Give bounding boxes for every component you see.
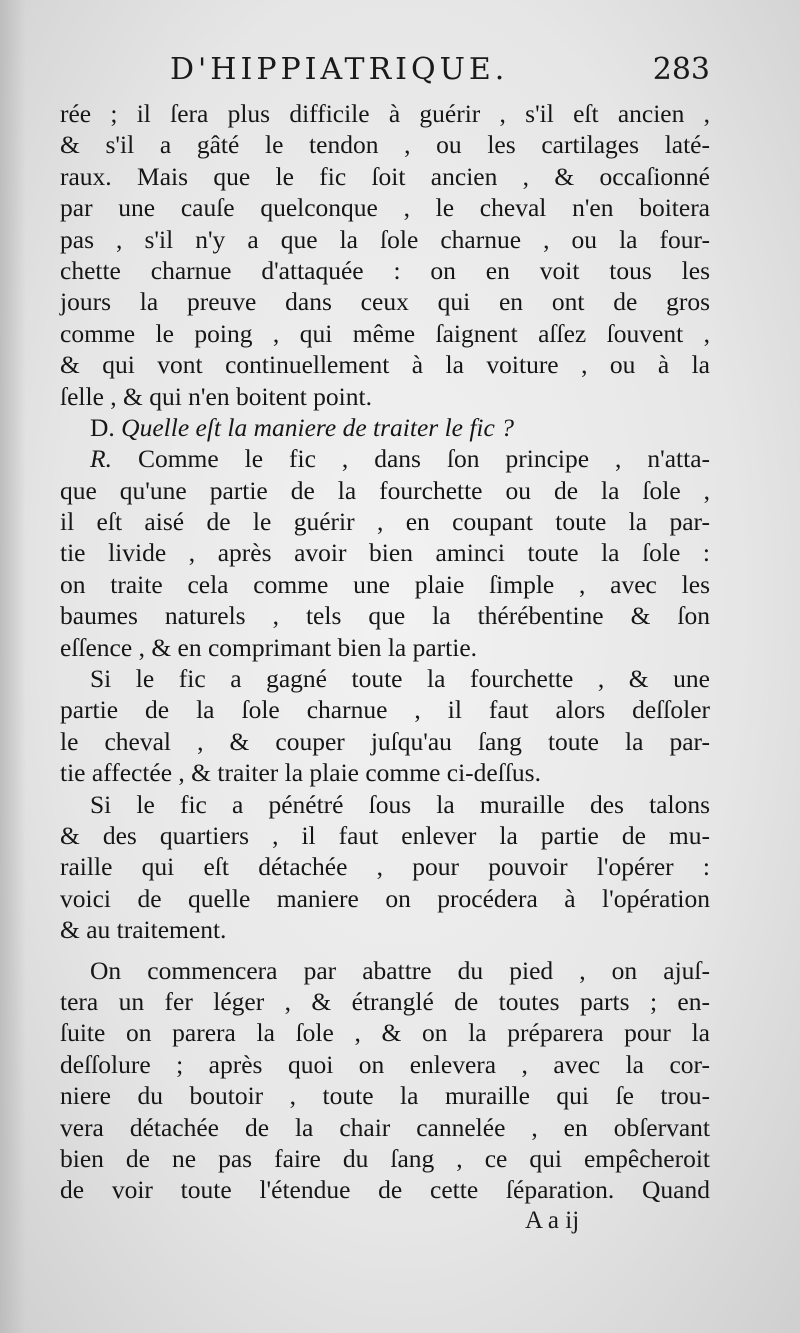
- text-line: Si le fic a gagné toute la fourchette , & une: [90, 664, 710, 694]
- question-text: Quelle eſt la maniere de traiter le fic ?: [121, 412, 514, 442]
- signature-mark: A a ij: [525, 1207, 580, 1234]
- text-line: partie de la ſole charnue , il faut alors deſſoler: [60, 695, 710, 725]
- text-line: & qui vont continuellement à la voiture , ou à la: [60, 350, 710, 380]
- page-number: 283: [652, 52, 710, 87]
- text-line: il eſt aisé de le guérir , en coupant toute la par-: [60, 507, 710, 537]
- text-line: on traite cela comme une plaie ſimple , avec les: [60, 569, 710, 599]
- text-line: par une cauſe quelconque , le cheval n'en boitera: [60, 193, 710, 223]
- text-line: le cheval , & couper juſqu'au ſang toute la par-: [60, 726, 710, 756]
- page-gutter-shadow: [0, 0, 26, 1333]
- body-text: [60, 98, 710, 1206]
- text-line: ſelle , & qui n'en boitent point.: [60, 381, 372, 411]
- text-line: deſſolure ; après quoi on enlevera , avec la cor-: [60, 1049, 710, 1079]
- text-line: que qu'une partie de la fourchette ou de la ſole ,: [60, 475, 710, 505]
- text-line: rée ; il ſera plus difficile à guérir , s'il eſt ancien ,: [60, 99, 710, 128]
- question-line: [60, 412, 710, 443]
- text-line: raux. Mais que le fic ſoit ancien , & occaſionné: [60, 161, 710, 191]
- text-line: voici de quelle maniere on procédera à l'opération: [60, 883, 710, 913]
- text-line: chette charnue d'attaquée : on en voit tous les: [60, 255, 710, 285]
- text-line: niere du boutoir , toute la muraille qui ſe trou-: [60, 1081, 710, 1111]
- text-line: Si le fic a pénétré ſous la muraille des talons: [90, 789, 710, 819]
- text-line: vera détachée de la chair cannelée , en obſervant: [60, 1112, 710, 1142]
- running-head: [170, 50, 710, 96]
- running-title: D'HIPPIATRIQUE.: [170, 52, 509, 87]
- paragraph-gap: [60, 946, 710, 955]
- text-line: tera un fer léger , & étranglé de toutes parts ; en-: [60, 986, 710, 1016]
- text-line: tie affectée , & traiter la plaie comme ci-deſſus.: [60, 758, 541, 788]
- text-line: de voir toute l'étendue de cette ſéparation. Quand: [60, 1175, 710, 1205]
- text-line: bien de ne pas faire du ſang , ce qui empêcheroit: [60, 1143, 710, 1173]
- text-line: comme le poing , qui même ſaignent aſſez ſouvent ,: [60, 318, 710, 348]
- text-line: On commencera par abattre du pied , on ajuſ-: [90, 955, 710, 985]
- answer-text: Comme le fic , dans ſon principe , n'atta-: [137, 444, 711, 474]
- text-line: baumes naturels , tels que la thérébentine & ſon: [60, 601, 710, 631]
- text-line: pas , s'il n'y a que la ſole charnue , ou la four-: [60, 224, 710, 254]
- text-line: & s'il a gâté le tendon , ou les cartilages laté-: [60, 130, 710, 160]
- text-line: & au traitement.: [60, 915, 227, 945]
- text-line: & des quartiers , il faut enlever la partie de mu-: [60, 820, 710, 850]
- text-line: tie livide , après avoir bien aminci toute la ſole :: [60, 538, 710, 568]
- text-line: eſſence , & en comprimant bien la partie.: [60, 632, 478, 662]
- answer-label: R.: [90, 444, 112, 474]
- answer-line: [60, 443, 710, 474]
- text-line: jours la preuve dans ceux qui en ont de gros: [60, 287, 710, 317]
- text-line: ſuite on parera la ſole , & on la préparera pour la: [60, 1018, 710, 1048]
- text-line: raille qui eſt détachée , pour pouvoir l'opérer :: [60, 852, 710, 882]
- question-label: D.: [90, 412, 115, 442]
